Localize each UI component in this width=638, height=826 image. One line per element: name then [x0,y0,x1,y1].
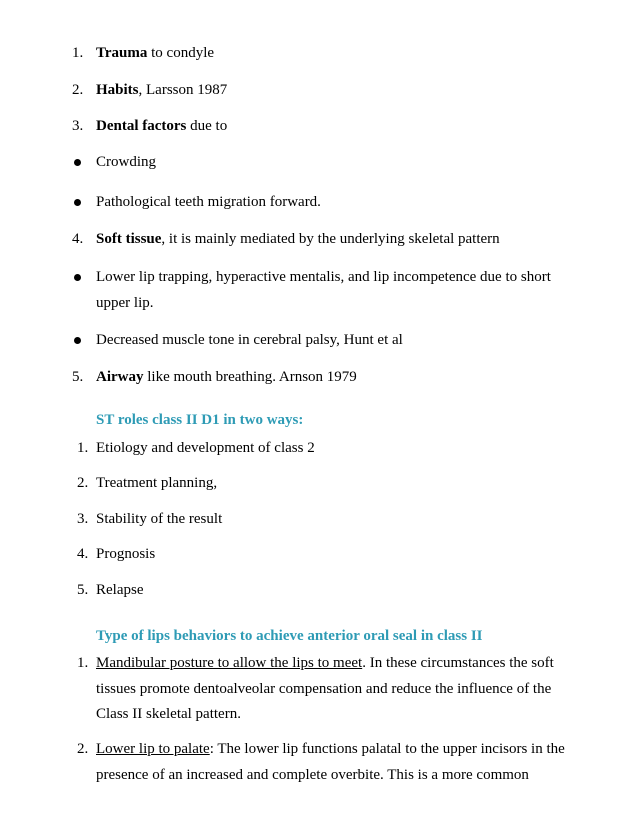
list-number: 2. [72,82,84,98]
bullet-icon [74,199,81,206]
list-number: 2. [77,475,89,491]
item-text: : The lower lip functions palatal to the upper incisors in the [209,741,565,757]
item-text: , Larsson 1987 [138,82,228,98]
list-number: 2. [77,741,89,757]
bullet-icon [74,159,81,166]
item-text: Stability of the result [96,511,223,527]
list-number: 1. [72,45,84,61]
item-text: Treatment planning, [96,475,218,491]
item-text: Prognosis [96,546,156,562]
item-term: Mandibular posture to allow the lips to meet [96,655,363,671]
item-text: , it is mainly mediated by the underlying skeletal pattern [161,231,500,247]
bullet-icon [74,274,81,281]
item-term: Trauma [96,45,148,61]
item-term: Lower lip to palate [96,741,210,757]
item-text: like mouth breathing. Arnson 1979 [143,369,357,385]
bullet-text: upper lip. [96,295,154,311]
item-text: Relapse [96,582,144,598]
list-number: 1. [77,440,89,456]
list-number: 5. [72,369,84,385]
item-text: Class II skeletal pattern. [96,706,241,722]
list-number: 3. [72,118,84,134]
list-number: 5. [77,582,89,598]
bullet-text: Lower lip trapping, hyperactive mentalis, and lip incompetence due to short [96,269,551,285]
item-term: Soft tissue [96,231,162,247]
bullet-text: Crowding [96,154,156,170]
section-heading: ST roles class II D1 in two ways: [96,412,304,428]
list-number: 1. [77,655,89,671]
bullet-text: Decreased muscle tone in cerebral palsy, Hunt et al [96,332,403,348]
item-text: due to [186,118,228,134]
item-text: to condyle [147,45,215,61]
bullet-icon [74,337,81,344]
item-text: presence of an increased and complete overbite. This is a more common [96,767,529,783]
section-heading: Type of lips behaviors to achieve anterior oral seal in class II [96,628,483,644]
bullet-text: Pathological teeth migration forward. [96,194,321,210]
list-number: 4. [72,231,84,247]
list-number: 3. [77,511,89,527]
list-number: 4. [77,546,89,562]
item-text: . In these circumstances the soft [362,655,554,671]
item-term: Airway [96,369,144,385]
item-text: tissues promote dentoalveolar compensation and reduce the influence of the [96,681,552,697]
item-term: Habits [96,82,139,98]
item-text: Etiology and development of class 2 [96,440,315,456]
item-term: Dental factors [96,118,187,134]
